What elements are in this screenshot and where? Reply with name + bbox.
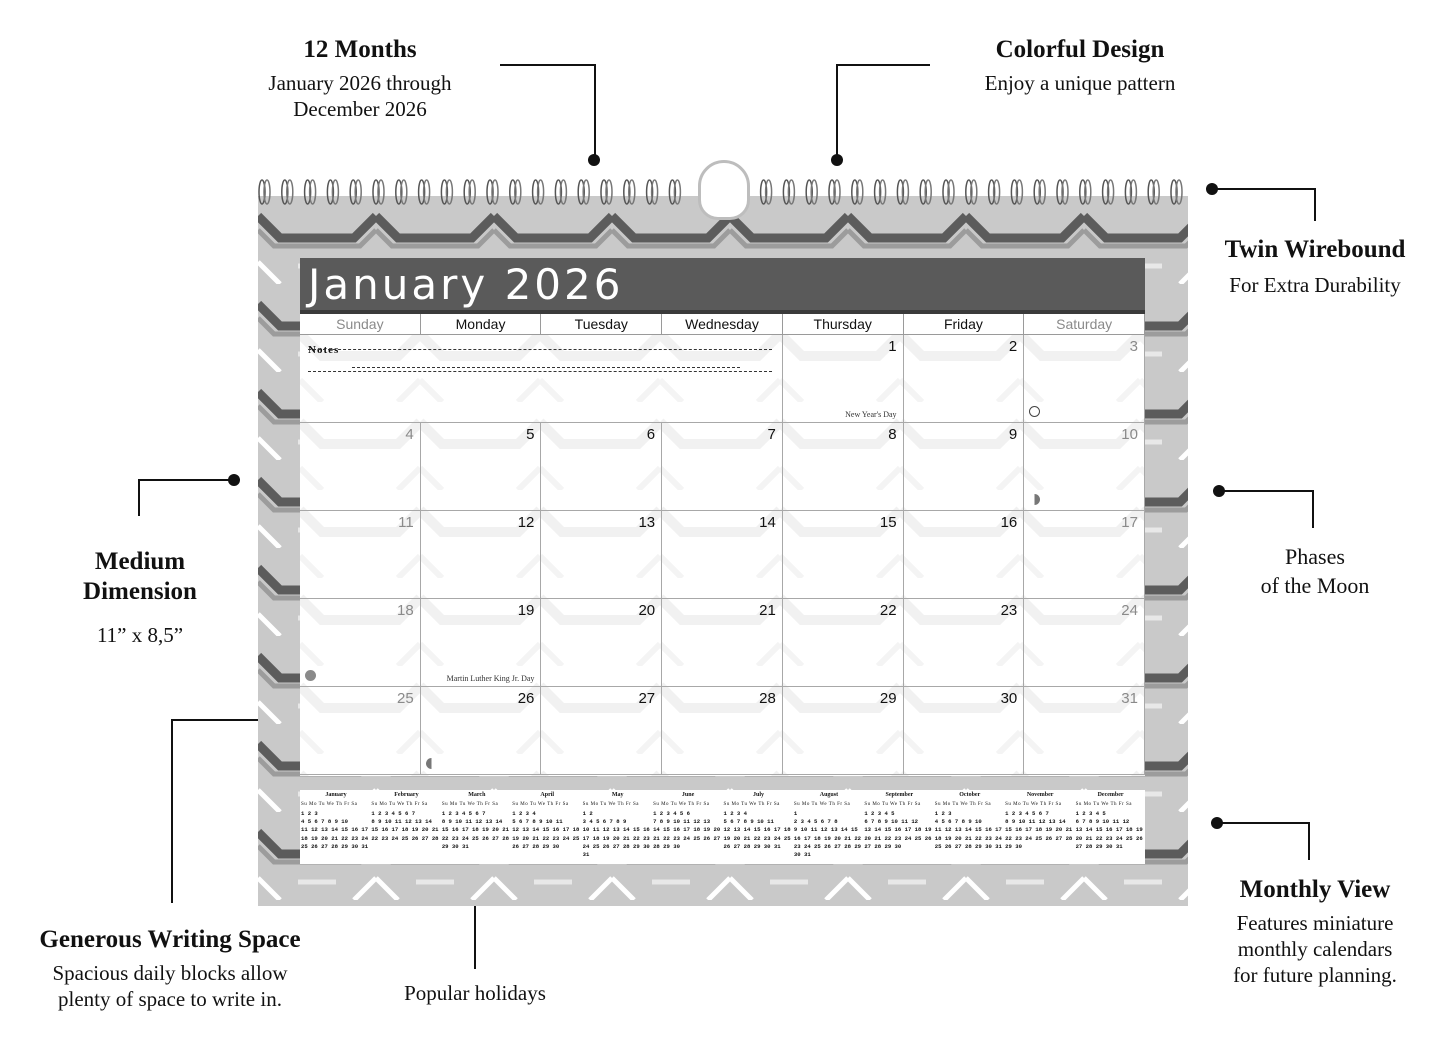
- annotation-text: Enjoy a unique pattern: [984, 71, 1176, 95]
- notes-label: Notes: [308, 344, 340, 356]
- mini-week-row: 8 9 10 11 12 13 14: [371, 818, 432, 826]
- mini-week-row: 20 21 22 23 24 25 26: [1075, 834, 1143, 842]
- mini-calendar: [371, 792, 441, 862]
- mini-week-row: 1 2 3 4 5 6: [653, 810, 691, 817]
- month-title: January 2026: [308, 260, 624, 309]
- annotation-title: Twin Wirebound: [1224, 236, 1406, 263]
- day-number: 20: [638, 602, 656, 619]
- annotation-title: Colorful Design: [995, 36, 1165, 63]
- mini-week-row: 29 30 31: [441, 842, 469, 850]
- day-cell[interactable]: [783, 423, 904, 511]
- moon-phase-icon: [426, 758, 437, 769]
- mini-weekday-header: Su Mo Tu We Th Fr Sa: [1075, 802, 1132, 807]
- mini-week-row: 12 13 14 15 16 17 18: [512, 826, 580, 834]
- annotation-text: monthly calendars: [1237, 937, 1393, 961]
- annotation-text: Spacious daily blocks allow: [52, 961, 288, 985]
- leader-line: [1308, 822, 1310, 860]
- weekday-header: Saturday: [1024, 314, 1145, 335]
- leader-dot: [588, 154, 600, 166]
- annotation-text: For Extra Durability: [1229, 273, 1401, 297]
- day-cell[interactable]: [662, 599, 783, 687]
- weekday-header: Monday: [421, 314, 542, 335]
- day-cell[interactable]: [300, 599, 421, 687]
- mini-week-row: 11 12 13 14 15 16 17: [301, 826, 369, 834]
- day-number: 10: [1121, 426, 1138, 443]
- mini-week-row: 2 3 4 5 6 7 8: [793, 818, 838, 826]
- mini-calendar: [935, 792, 1005, 862]
- mini-month-name: December: [1097, 792, 1124, 798]
- mini-week-row: 1 2 3: [934, 810, 952, 817]
- annotation-title: 12 Months: [303, 36, 417, 63]
- day-number: 4: [405, 426, 414, 443]
- mini-weekday-header: Su Mo Tu We Th Fr Sa: [723, 802, 780, 807]
- annotation-text: Popular holidays: [404, 981, 546, 1005]
- day-cell[interactable]: [421, 511, 542, 599]
- mini-calendar: [583, 792, 653, 862]
- day-number: 25: [397, 690, 414, 707]
- day-cell[interactable]: [904, 511, 1025, 599]
- mini-month-name: April: [540, 792, 555, 798]
- mini-calendar: [724, 792, 794, 862]
- day-cell[interactable]: [783, 599, 904, 687]
- day-cell[interactable]: [421, 423, 542, 511]
- mini-week-row: 8 9 10 11 12 13 14: [441, 818, 503, 826]
- mini-week-row: 20 21 22 23 24 25 26: [864, 834, 932, 842]
- day-cell[interactable]: [541, 599, 662, 687]
- mini-month-name: October: [959, 792, 981, 798]
- mini-week-row: 18 19 20 21 22 23 24: [301, 834, 369, 842]
- mini-weekday-header: Su Mo Tu We Th Fr Sa: [512, 802, 569, 807]
- mini-weekday-header: Su Mo Tu We Th Fr Sa: [934, 802, 992, 807]
- day-cell[interactable]: [904, 599, 1025, 687]
- mini-calendar: [864, 792, 934, 862]
- mini-week-row: 25 26 27 28 29 30 31: [934, 842, 1002, 850]
- mini-week-row: 1 2 3 4 5 6 7: [371, 810, 416, 817]
- day-number: 26: [517, 690, 535, 707]
- day-number: 2: [1008, 338, 1018, 355]
- day-cell[interactable]: [1024, 423, 1145, 511]
- day-number: 12: [517, 514, 535, 531]
- annotation-writing-space: [20, 926, 320, 1012]
- mini-week-row: 3 4 5 6 7 8 9: [582, 818, 627, 826]
- annotation-colorful-design: [960, 36, 1200, 96]
- day-number: 11: [398, 514, 414, 531]
- day-number: 3: [1129, 338, 1138, 355]
- day-number: 6: [646, 426, 656, 443]
- mini-week-row: 1: [793, 810, 798, 817]
- mini-calendar: [301, 792, 371, 862]
- annotation-title: Monthly View: [1239, 876, 1391, 903]
- mini-calendar: [653, 792, 723, 862]
- moon-phase-icon: [1029, 494, 1040, 505]
- mini-week-row: 5 6 7 8 9 10 11: [512, 818, 563, 826]
- annotation-text: Features miniature: [1236, 911, 1394, 935]
- mini-month-name: August: [819, 792, 839, 798]
- mini-week-row: 21 22 23 24 25 26 27: [653, 834, 721, 842]
- annotation-12-months: [240, 36, 480, 122]
- annotation-title: Dimension: [83, 578, 197, 605]
- holiday-label: Martin Luther King Jr. Day: [446, 674, 535, 683]
- mini-month-name: November: [1026, 792, 1054, 798]
- weekday-header: Thursday: [783, 314, 904, 335]
- leader-line: [1212, 188, 1316, 190]
- mini-month-name: February: [394, 792, 419, 798]
- mini-week-row: 27 28 29 30 31: [1075, 842, 1123, 850]
- hanger-hook: [698, 160, 750, 220]
- day-number: 15: [879, 514, 897, 531]
- mini-week-row: 8 9 10 11 12 13 14: [1005, 818, 1066, 826]
- mini-week-row: 16 17 18 19 20 21 22: [793, 834, 862, 842]
- mini-weekday-header: Su Mo Tu We Th Fr Sa: [793, 802, 851, 807]
- mini-week-row: 27 28 29 30: [864, 842, 902, 850]
- mini-calendar: [442, 792, 512, 862]
- mini-week-row: 22 23 24 25 26 27 28: [1005, 834, 1073, 842]
- mini-week-row: 13 14 15 16 17 18 19: [864, 826, 932, 834]
- day-cell[interactable]: [783, 335, 904, 423]
- day-cell[interactable]: [783, 511, 904, 599]
- day-number: 9: [1008, 426, 1018, 443]
- annotation-text: January 2026 through: [268, 71, 452, 95]
- mini-week-row: 15 16 17 18 19 20 21: [371, 826, 439, 834]
- mini-week-row: 1 2 3 4: [723, 810, 747, 817]
- day-cell[interactable]: [662, 423, 783, 511]
- annotation-moon-phases: [1205, 542, 1425, 600]
- mini-week-row: 10 11 12 13 14 15 16: [582, 826, 650, 834]
- leader-line: [836, 64, 930, 66]
- month-grid: [300, 314, 1145, 776]
- day-cell[interactable]: [1024, 599, 1145, 687]
- leader-line: [1314, 188, 1316, 221]
- mini-week-row: 19 20 21 22 23 24 25: [723, 834, 791, 842]
- day-number: 29: [879, 690, 897, 707]
- mini-week-row: 1 2 3 4: [512, 810, 536, 817]
- day-number: 17: [1121, 514, 1138, 531]
- mini-week-row: 6 7 8 9 10 11 12: [864, 818, 919, 826]
- mini-weekday-header: Su Mo Tu We Th Fr Sa: [1005, 802, 1062, 807]
- mini-week-row: 23 24 25 26 27 28 29: [793, 842, 862, 850]
- day-number: 30: [1000, 690, 1018, 707]
- day-cell[interactable]: [662, 687, 783, 775]
- day-number: 19: [517, 602, 535, 619]
- annotation-text: plenty of space to write in.: [58, 987, 282, 1011]
- day-cell[interactable]: [904, 687, 1025, 775]
- mini-week-row: 29 30: [1005, 842, 1022, 850]
- mini-week-row: 9 10 11 12 13 14 15: [793, 826, 858, 834]
- mini-week-row: 30 31: [793, 851, 811, 858]
- leader-line: [171, 719, 173, 903]
- mini-week-row: 22 23 24 25 26 27 28: [371, 834, 439, 842]
- mini-week-row: 1 2 3 4 5: [1075, 810, 1106, 817]
- annotation-text: Phases: [1285, 544, 1345, 569]
- mini-week-row: 6 7 8 9 10 11 12: [1075, 818, 1130, 826]
- day-number: 8: [888, 426, 897, 443]
- mini-week-row: 17 18 19 20 21 22 23: [582, 834, 650, 842]
- day-number: 13: [638, 514, 656, 531]
- annotation-monthly-view: [1190, 876, 1440, 988]
- day-number: 22: [879, 602, 897, 619]
- day-cell[interactable]: [300, 511, 421, 599]
- notes-area[interactable]: [300, 335, 783, 423]
- day-cell[interactable]: [904, 423, 1025, 511]
- mini-calendar: [1076, 792, 1146, 862]
- mini-month-name: January: [325, 792, 347, 798]
- mini-calendar: [1005, 792, 1075, 862]
- leader-line: [500, 64, 596, 66]
- day-number: 27: [638, 690, 656, 707]
- annotation-popular-holidays: [365, 980, 585, 1006]
- day-cell[interactable]: [541, 511, 662, 599]
- mini-week-row: 25 26 27 28 29 30 31: [301, 842, 369, 850]
- mini-week-row: 15 16 17 18 19 20 21: [1005, 826, 1073, 834]
- annotation-text: of the Moon: [1260, 573, 1370, 598]
- mini-week-row: 13 14 15 16 17 18 19: [1075, 826, 1143, 834]
- day-number: 21: [759, 602, 776, 619]
- mini-week-row: 1 2 3 4 5: [864, 810, 895, 817]
- holiday-label: New Year's Day: [845, 410, 897, 419]
- notes-line: [308, 371, 772, 372]
- weekday-header: Wednesday: [662, 314, 783, 335]
- mini-weekday-header: Su Mo Tu We Th Fr Sa: [371, 802, 428, 807]
- mini-week-row: 22 23 24 25 26 27 28: [441, 834, 509, 842]
- notes-line: [308, 349, 772, 350]
- leader-line: [138, 479, 140, 516]
- mini-week-row: 1 2 3 4 5 6 7: [441, 810, 486, 817]
- annotation-twin-wirebound: [1195, 236, 1435, 298]
- mini-month-name: March: [468, 792, 486, 798]
- day-cell[interactable]: [421, 687, 542, 775]
- mini-weekday-header: Su Mo Tu We Th Fr Sa: [301, 802, 358, 807]
- mini-week-row: 14 15 16 17 18 19 20: [653, 826, 721, 834]
- annotation-medium-dimension: [30, 548, 250, 648]
- weekday-header: Tuesday: [541, 314, 662, 335]
- mini-month-name: June: [681, 792, 695, 798]
- mini-week-row: 1 2 3 4 5 6 7: [1005, 810, 1049, 817]
- mini-weekday-header: Su Mo Tu We Th Fr Sa: [653, 802, 710, 807]
- leader-dot: [831, 154, 843, 166]
- mini-week-row: 24 25 26 27 28 29 30: [582, 842, 650, 850]
- mini-month-name: May: [611, 792, 624, 798]
- weekday-header: Friday: [904, 314, 1025, 335]
- day-cell[interactable]: [541, 423, 662, 511]
- moon-phase-icon: [1029, 406, 1040, 417]
- day-number: 31: [1121, 690, 1138, 707]
- day-cell[interactable]: [300, 687, 421, 775]
- mini-week-row: 26 27 28 29 30: [512, 842, 560, 850]
- day-cell[interactable]: [662, 511, 783, 599]
- mini-week-row: 11 12 13 14 15 16 17: [934, 826, 1002, 834]
- mini-calendar-strip: [300, 790, 1145, 864]
- annotation-text: for future planning.: [1233, 963, 1397, 987]
- mini-week-row: 4 5 6 7 8 9 10: [301, 818, 348, 826]
- annotation-title: Generous Writing Space: [39, 926, 301, 953]
- mini-calendar: [512, 792, 582, 862]
- day-number: 24: [1121, 602, 1138, 619]
- leader-line: [1218, 490, 1314, 492]
- day-number: 16: [1000, 514, 1018, 531]
- day-number: 23: [1000, 602, 1018, 619]
- mini-week-row: 31: [582, 851, 590, 858]
- day-cell[interactable]: [1024, 335, 1145, 423]
- mini-week-row: 19 20 21 22 23 24 25: [512, 834, 580, 842]
- mini-month-name: September: [885, 792, 914, 798]
- day-cell[interactable]: [421, 599, 542, 687]
- day-cell[interactable]: [300, 423, 421, 511]
- leader-line: [138, 479, 232, 481]
- day-number: 5: [526, 426, 535, 443]
- mini-calendar: [794, 792, 864, 862]
- mini-week-row: 28 29 30: [653, 842, 680, 850]
- mini-week-row: 18 19 20 21 22 23 24: [934, 834, 1002, 842]
- day-number: 7: [767, 426, 776, 443]
- mini-weekday-header: Su Mo Tu We Th Fr Sa: [582, 802, 640, 807]
- leader-line: [1216, 822, 1310, 824]
- day-cell[interactable]: [541, 687, 662, 775]
- mini-week-row: 4 5 6 7 8 9 10: [934, 818, 982, 826]
- mini-month-name: July: [752, 792, 764, 798]
- day-cell[interactable]: [1024, 687, 1145, 775]
- mini-week-row: 26 27 28 29 30 31: [723, 842, 781, 850]
- day-number: 18: [397, 602, 414, 619]
- annotation-text: December 2026: [293, 97, 427, 121]
- mini-week-row: 15 16 17 18 19 20 21: [441, 826, 509, 834]
- mini-week-row: 7 8 9 10 11 12 13: [653, 818, 711, 826]
- mini-week-row: 1 2 3: [301, 810, 318, 817]
- day-number: 14: [759, 514, 776, 531]
- annotation-text: 11” x 8,5”: [96, 623, 184, 647]
- leader-line: [836, 64, 838, 160]
- mini-week-row: 5 6 7 8 9 10 11: [723, 818, 774, 826]
- leader-line: [594, 64, 596, 160]
- leader-line: [1312, 490, 1314, 528]
- moon-phase-icon: [305, 670, 316, 681]
- mini-weekday-header: Su Mo Tu We Th Fr Sa: [441, 802, 499, 807]
- mini-weekday-header: Su Mo Tu We Th Fr Sa: [864, 802, 921, 807]
- annotation-title: Medium: [94, 548, 186, 575]
- weekday-header: Sunday: [300, 314, 421, 335]
- mini-week-row: 12 13 14 15 16 17 18: [723, 826, 791, 834]
- day-cell[interactable]: [904, 335, 1025, 423]
- day-cell[interactable]: [1024, 511, 1145, 599]
- day-number: 1: [888, 338, 897, 355]
- day-number: 28: [759, 690, 776, 707]
- notes-line: [352, 367, 740, 368]
- mini-week-row: 1 2: [582, 810, 593, 817]
- day-cell[interactable]: [783, 687, 904, 775]
- month-header: [300, 258, 1145, 314]
